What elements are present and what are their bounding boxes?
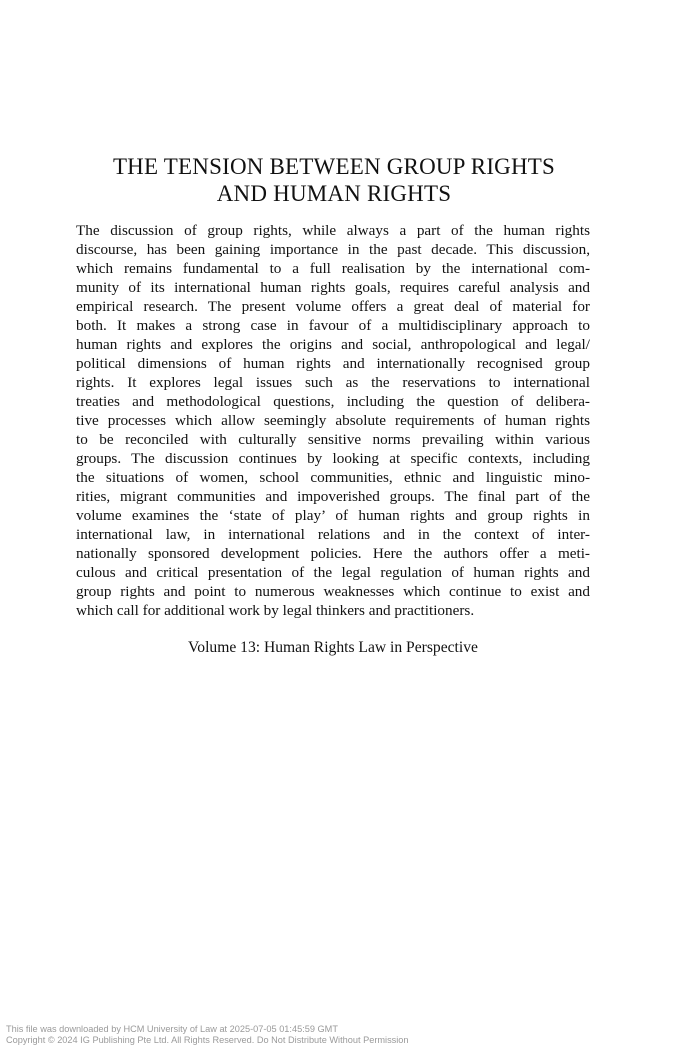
title-line-2: AND HUMAN RIGHTS (216, 181, 452, 206)
copyright-notice: Copyright © 2024 IG Publishing Pte Ltd. All Rights Reserved. Do Not Distribute Without Permission (6, 1035, 409, 1045)
blurb-line: to be reconciled with culturally sensitive norms prevailing within various (76, 431, 590, 448)
download-footer (6, 1024, 409, 1046)
blurb-line: discourse, has been gaining importance in the past decade. This discussion, (76, 241, 590, 258)
blurb-line: the situations of women, school communities, ethnic and linguistic mino- (76, 469, 590, 486)
blurb-line: treaties and methodological questions, including the question of delibera- (76, 393, 590, 410)
blurb-line: tive processes which allow seemingly absolute requirements of human rights (76, 412, 590, 429)
blurb-line: groups. The discussion continues by looking at specific contexts, including (76, 450, 590, 467)
download-notice: This file was downloaded by HCM University of Law at 2025-07-05 01:45:59 GMT (6, 1024, 338, 1034)
blurb-line: group rights and point to numerous weaknesses which continue to exist and (76, 583, 590, 600)
blurb-line: which remains fundamental to a full realisation by the international com- (76, 260, 590, 277)
blurb-line: political dimensions of human rights and internationally recognised group (76, 355, 590, 372)
blurb-line: international law, in international relations and in the context of inter- (76, 526, 590, 543)
blurb-line: which call for additional work by legal thinkers and practitioners. (76, 602, 475, 619)
series-title: Volume 13: Human Rights Law in Perspective (188, 639, 478, 656)
title-line-1: THE TENSION BETWEEN GROUP RIGHTS (112, 154, 556, 179)
blurb-line: empirical research. The present volume offers a great deal of material for (76, 298, 590, 315)
blurb-line: munity of its international human rights goals, requires careful analysis and (76, 279, 590, 296)
blurb-line: both. It makes a strong case in favour of a multidisciplinary approach to (76, 317, 590, 334)
blurb-line: volume examines the ‘state of play’ of human rights and group rights in (76, 507, 590, 524)
blurb-line: rities, migrant communities and impoverished groups. The final part of the (76, 488, 590, 505)
blurb-line: culous and critical presentation of the legal regulation of human rights and (76, 564, 590, 581)
blurb-line: human rights and explores the origins and social, anthropological and legal/ (76, 336, 590, 353)
page-title (0, 153, 668, 207)
blurb-line: The discussion of group rights, while always a part of the human rights (76, 222, 590, 239)
blurb-line: nationally sponsored development policies. Here the authors offer a meti- (76, 545, 590, 562)
blurb-line: rights. It explores legal issues such as the reservations to international (76, 374, 590, 391)
blurb-paragraph (76, 221, 590, 620)
